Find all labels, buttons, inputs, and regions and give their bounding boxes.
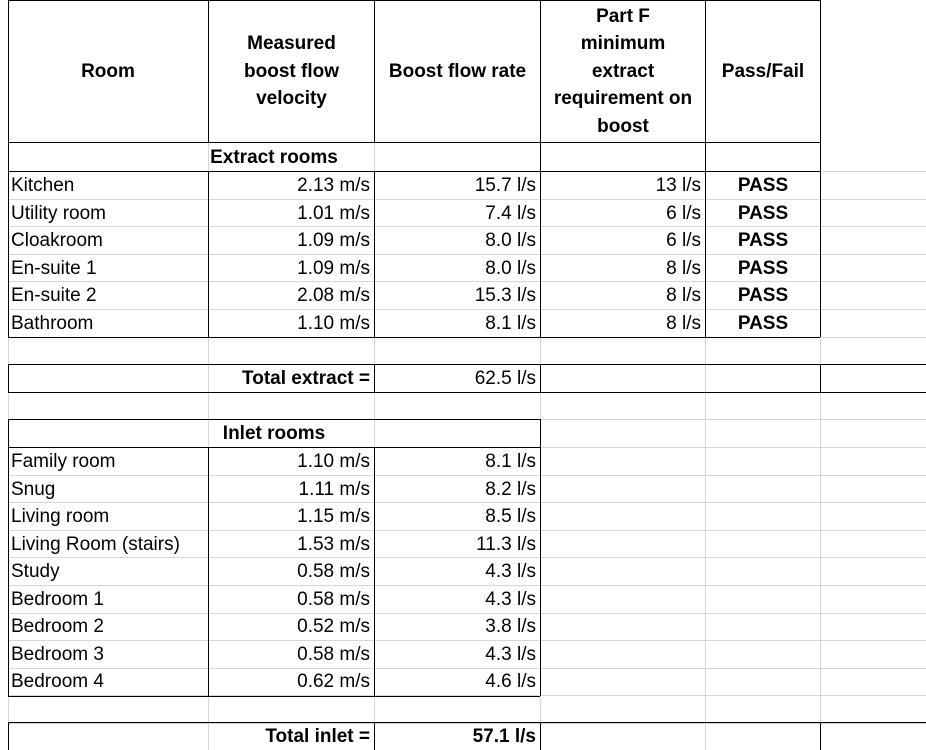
row-flow: 8.5 l/s [485,506,536,527]
row-flow: 3.8 l/s [485,616,536,637]
border-h [8,337,820,338]
border-v [374,447,375,696]
border-h [8,447,540,448]
row-flow: 11.3 l/s [476,534,536,555]
row-result: PASS [737,175,789,196]
row-room: En-suite 1 [11,258,97,279]
border-v [540,0,541,142]
border-h [8,0,820,1]
inlet-section-title: Inlet rooms [222,423,326,444]
border-v [820,171,821,337]
header-velocity [209,1,374,142]
row-room: Study [11,561,60,582]
row-room: Living room [11,506,110,527]
row-velocity: 0.62 m/s [297,671,370,692]
border-h [8,364,926,365]
row-room: Living Room (stairs) [11,534,180,555]
row-velocity: 1.10 m/s [297,451,370,472]
row-velocity: 1.11 m/s [298,479,370,500]
row-room: En-suite 2 [11,285,97,306]
header-pass-fail: Pass/Fail [721,60,805,82]
border-v [705,171,706,337]
border-v [820,0,821,142]
row-result: PASS [737,313,789,334]
row-flow: 4.6 l/s [485,671,536,692]
border-v [8,142,9,172]
border-v [540,142,541,172]
row-flow: 8.1 l/s [485,313,536,334]
row-room: Bathroom [11,313,94,334]
border-v [374,171,375,337]
border-v [8,419,9,696]
row-velocity: 1.15 m/s [297,506,370,527]
border-v [820,142,821,172]
row-room: Utility room [11,203,107,224]
border-v [208,0,209,142]
border-v [820,722,821,750]
row-result: PASS [737,258,789,279]
row-velocity: 1.09 m/s [297,258,370,279]
row-velocity: 1.09 m/s [297,230,370,251]
total-inlet-label: Total inlet = [265,726,370,747]
border-h [8,722,926,723]
row-room: Family room [11,451,116,472]
total-inlet-value: 57.1 l/s [472,726,536,747]
border-v [374,722,375,750]
row-room: Kitchen [11,175,75,196]
row-flow: 4.3 l/s [485,589,536,610]
row-flow: 15.3 l/s [474,285,536,306]
row-flow: 8.1 l/s [485,451,536,472]
row-requirement: 6 l/s [666,203,701,224]
border-v [374,364,375,392]
row-result: PASS [737,230,789,251]
border-v [208,447,209,696]
row-room: Bedroom 4 [11,671,104,692]
border-v [820,364,821,392]
row-velocity: 1.53 m/s [297,534,370,555]
border-v [705,0,706,142]
row-requirement: 6 l/s [666,230,701,251]
row-velocity: 0.52 m/s [297,616,370,637]
row-velocity: 1.10 m/s [297,313,370,334]
row-flow: 4.3 l/s [485,561,536,582]
border-v [374,0,375,142]
row-velocity: 2.13 m/s [297,175,370,196]
gridline-h [8,723,926,724]
header-requirement [541,1,705,142]
row-requirement: 8 l/s [666,285,701,306]
border-v [705,142,706,172]
row-flow: 15.7 l/s [474,175,536,196]
total-extract-value: 62.5 l/s [474,368,536,389]
header-velocity-text: Measured boost flow velocity [244,33,339,110]
row-velocity: 0.58 m/s [297,644,370,665]
row-requirement: 8 l/s [666,258,701,279]
border-v [540,171,541,337]
row-room: Bedroom 2 [11,616,104,637]
header-room: Room [81,60,135,82]
border-v [8,364,9,392]
row-velocity: 2.08 m/s [297,285,370,306]
row-room: Snug [11,479,56,500]
row-flow: 8.0 l/s [485,230,536,251]
border-h [8,142,820,143]
row-velocity: 1.01 m/s [297,203,370,224]
row-velocity: 0.58 m/s [297,561,370,582]
row-room: Bedroom 3 [11,644,104,665]
row-flow: 4.3 l/s [485,644,536,665]
header-requirement-text: Part F minimum extract requirement on boost [553,5,693,137]
border-h [8,419,540,420]
extract-section-title: Extract rooms [210,147,338,168]
row-requirement: 8 l/s [666,313,701,334]
border-v [540,722,541,750]
row-requirement: 13 l/s [655,175,701,196]
border-v [540,419,541,696]
row-flow: 7.4 l/s [485,203,536,224]
border-v [8,0,9,142]
row-room: Bedroom 1 [11,589,104,610]
border-v [8,722,9,750]
row-flow: 8.2 l/s [485,479,536,500]
row-result: PASS [737,203,789,224]
border-h [8,171,820,172]
border-v [8,171,9,337]
border-h [8,392,926,393]
row-velocity: 0.58 m/s [297,589,370,610]
row-result: PASS [737,285,789,306]
border-h [8,696,540,697]
header-flow-rate: Boost flow rate [388,60,527,82]
border-v [540,364,541,392]
row-flow: 8.0 l/s [485,258,536,279]
border-v [208,171,209,337]
total-extract-label: Total extract = [242,368,370,389]
row-room: Cloakroom [11,230,103,251]
